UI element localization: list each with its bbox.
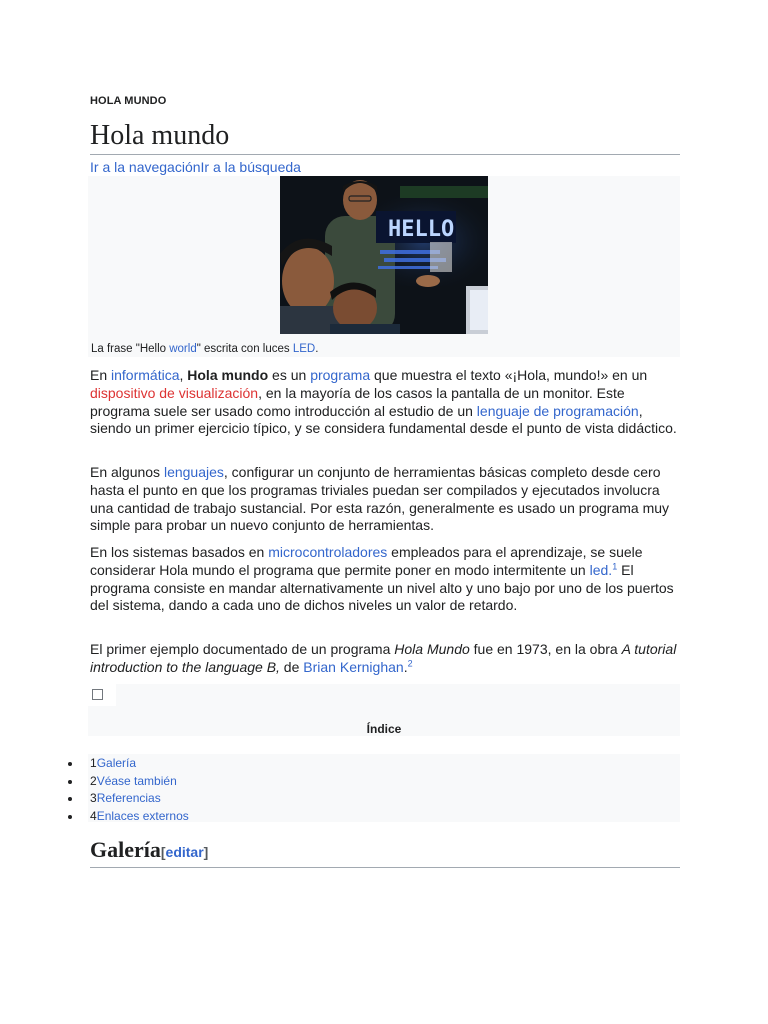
italic-work: A tutorial introduction to the language B, (90, 641, 677, 675)
edit-section-link[interactable]: editar (165, 844, 204, 860)
informatica-link[interactable]: informática (111, 367, 180, 383)
history-paragraph: El primer ejemplo documentado de un programa Hola Mundo fue en 1973, en la obra A tutorial introduction to the language B, de Brian Kernighan.$^2$ (90, 641, 677, 675)
table-of-contents (88, 684, 680, 736)
section-title: Galería (90, 837, 161, 862)
section-heading-galeria: Galería[editar] (90, 836, 680, 868)
microcontroladores-link[interactable]: microcontroladores (268, 544, 388, 560)
lenguaje-programacion-link[interactable]: lenguaje de programación (476, 402, 639, 419)
figure-caption (91, 343, 318, 355)
led-link[interactable]: LED (292, 343, 316, 355)
caption-text: . (315, 343, 319, 355)
programa-link[interactable]: programa (310, 367, 371, 383)
led-article-link[interactable]: led. (589, 561, 613, 578)
italic-title: Hola Mundo (394, 641, 470, 657)
toolchain-paragraph: En algunos lenguajes, configurar un conjunto de herramientas básicas completo desde cero hasta el punto en que los programas triviales puedan ser compilados y ejecutados involucra una cantidad de trabajo sustancial. Por esta razón, generalmente es usado un programa muy simple para probar un nuevo conjunto de herramientas. (90, 464, 670, 534)
toc-link-vease-tambien[interactable]: Véase también (96, 773, 177, 788)
document-header: HOLA MUNDO (90, 95, 167, 107)
toc-link-enlaces-externos[interactable]: Enlaces externos (96, 808, 189, 823)
led-display-text: HELLO (388, 217, 455, 242)
reference-2-link[interactable]: 2 (407, 658, 413, 669)
brian-kernighan-link[interactable]: Brian Kernighan (303, 658, 404, 675)
toc-link-referencias[interactable]: Referencias (96, 791, 161, 805)
toc-toggle-checkbox[interactable] (92, 689, 103, 700)
toc-item[interactable]: 1Galería (68, 755, 189, 773)
toc-item[interactable]: 4Enlaces externos (68, 808, 189, 826)
microcontroller-paragraph: En los sistemas basados en microcontroladores empleados para el aprendizaje, se suele considerar Hola mundo el programa que permite poner en modo intermitente un led.$^1$ El programa consiste en mandar alternativamente un nivel alto y uno bajo por uno de los puertos del sistema, dando a cada uno de dichos niveles un valor de retardo. (90, 544, 674, 614)
jump-links (90, 159, 301, 175)
hello-world-photo[interactable] (280, 176, 488, 334)
jump-to-navigation-link[interactable]: Ir a la navegación (90, 159, 201, 175)
page-title: Hola mundo (90, 119, 680, 155)
toc-title: Índice (366, 722, 402, 736)
reference-1-link[interactable]: 1 (612, 561, 618, 572)
caption-text: " escrita con luces (196, 343, 293, 355)
toc-list (68, 755, 189, 825)
bold-term: Hola mundo (187, 367, 269, 383)
intro-paragraph: En informática, Hola mundo es un programa que muestra el texto «¡Hola, mundo!» en un dispositivo de visualización, en la mayoría de los casos la pantalla de un monitor. Este programa suele ser usado como introducción al estudio de un lenguaje de programación, siendo un primer ejercicio típico, y se considera fundamental desde el punto de vista didáctico. (90, 367, 677, 437)
toc-item[interactable]: 3Referencias (68, 790, 189, 808)
caption-text: La frase "Hello (91, 343, 170, 355)
figure-box (88, 176, 680, 357)
toc-item[interactable]: 2Véase también (68, 773, 189, 791)
dispositivo-visualizacion-link[interactable]: dispositivo de visualización (90, 384, 259, 401)
lenguajes-link[interactable]: lenguajes (163, 464, 224, 480)
toc-link-galeria[interactable]: Galería (96, 756, 137, 770)
world-link[interactable]: world (169, 343, 197, 355)
jump-to-search-link[interactable]: Ir a la búsqueda (200, 159, 301, 175)
